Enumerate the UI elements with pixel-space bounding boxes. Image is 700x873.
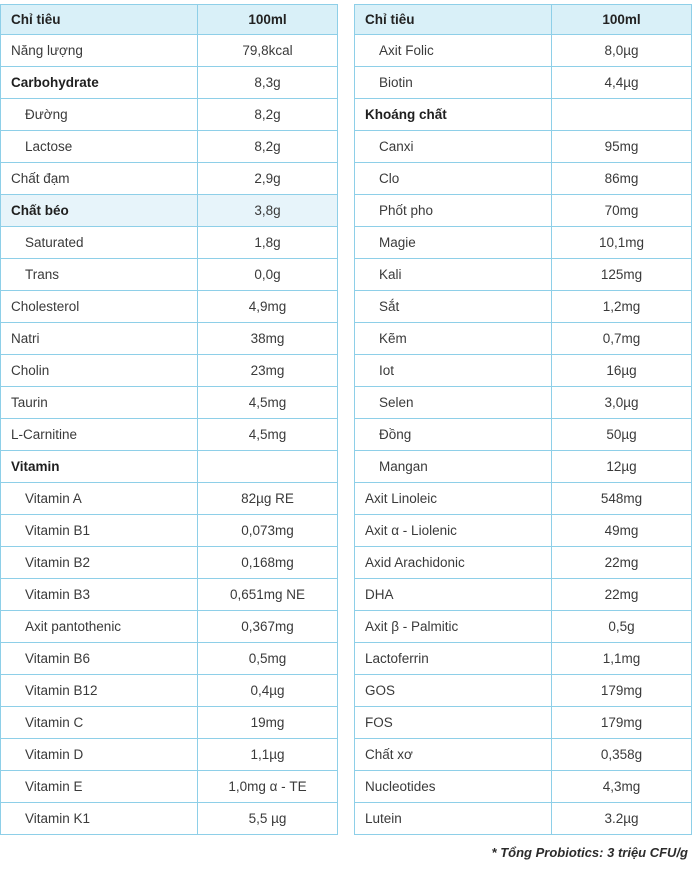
row-value: 0,168mg <box>198 547 338 579</box>
table-row <box>1 387 338 419</box>
table-row <box>355 803 692 835</box>
table-row <box>1 419 338 451</box>
row-value: 2,9g <box>198 163 338 195</box>
table-row <box>1 579 338 611</box>
row-label: Axit Linoleic <box>355 483 552 515</box>
row-value: 8,3g <box>198 67 338 99</box>
row-label: Carbohydrate <box>1 67 198 99</box>
table-row <box>355 611 692 643</box>
row-value: 125mg <box>552 259 692 291</box>
table-row <box>1 131 338 163</box>
table-row <box>355 483 692 515</box>
table-row <box>1 99 338 131</box>
row-value: 0,5g <box>552 611 692 643</box>
row-label: Năng lượng <box>1 35 198 67</box>
row-value: 0,651mg NE <box>198 579 338 611</box>
left-column <box>0 4 338 860</box>
row-value: 4,9mg <box>198 291 338 323</box>
row-value: 10,1mg <box>552 227 692 259</box>
row-value: 1,2mg <box>552 291 692 323</box>
row-label: Iot <box>355 355 552 387</box>
row-value: 95mg <box>552 131 692 163</box>
table-row <box>355 67 692 99</box>
table-header-row <box>355 5 692 35</box>
row-label: Cholin <box>1 355 198 387</box>
column-header-per-100ml: 100ml <box>198 5 338 35</box>
row-value: 179mg <box>552 675 692 707</box>
table-row <box>1 451 338 483</box>
row-label: Natri <box>1 323 198 355</box>
table-row <box>355 99 692 131</box>
row-label: Sắt <box>355 291 552 323</box>
row-label: Trans <box>1 259 198 291</box>
row-label: Lactose <box>1 131 198 163</box>
row-label: Vitamin B12 <box>1 675 198 707</box>
row-value: 1,8g <box>198 227 338 259</box>
table-row <box>355 227 692 259</box>
row-label: Lactoferrin <box>355 643 552 675</box>
row-value: 49mg <box>552 515 692 547</box>
row-label: Lutein <box>355 803 552 835</box>
row-label: Cholesterol <box>1 291 198 323</box>
row-value: 23mg <box>198 355 338 387</box>
table-row <box>1 323 338 355</box>
row-value: 22mg <box>552 579 692 611</box>
table-row <box>355 643 692 675</box>
row-label: Chất đạm <box>1 163 198 195</box>
row-label: Vitamin K1 <box>1 803 198 835</box>
row-label: Vitamin B1 <box>1 515 198 547</box>
row-label: Biotin <box>355 67 552 99</box>
table-row <box>355 739 692 771</box>
table-row <box>1 739 338 771</box>
row-value: 19mg <box>198 707 338 739</box>
table-head-right <box>355 5 692 35</box>
table-row <box>355 355 692 387</box>
row-value: 548mg <box>552 483 692 515</box>
row-value: 4,4µg <box>552 67 692 99</box>
row-value: 79,8kcal <box>198 35 338 67</box>
row-value: 0,0g <box>198 259 338 291</box>
row-label: Vitamin <box>1 451 198 483</box>
table-row <box>1 803 338 835</box>
row-label: Chất béo <box>1 195 198 227</box>
row-value: 3,8g <box>198 195 338 227</box>
row-value <box>552 99 692 131</box>
row-label: Vitamin B3 <box>1 579 198 611</box>
row-label: Saturated <box>1 227 198 259</box>
row-value: 3,0µg <box>552 387 692 419</box>
row-label: Chất xơ <box>355 739 552 771</box>
table-row <box>355 451 692 483</box>
probiotics-footnote: * Tổng Probiotics: 3 triệu CFU/g <box>491 845 688 860</box>
row-label: Nucleotides <box>355 771 552 803</box>
row-value: 8,2g <box>198 99 338 131</box>
table-row <box>1 163 338 195</box>
row-value: 0,4µg <box>198 675 338 707</box>
table-header-row <box>1 5 338 35</box>
row-value: 179mg <box>552 707 692 739</box>
table-head-left <box>1 5 338 35</box>
row-label: L-Carnitine <box>1 419 198 451</box>
table-body-left <box>1 35 338 835</box>
row-value: 4,5mg <box>198 387 338 419</box>
row-label: Đồng <box>355 419 552 451</box>
row-label: Kali <box>355 259 552 291</box>
row-label: Clo <box>355 163 552 195</box>
table-row <box>355 675 692 707</box>
table-row <box>1 291 338 323</box>
table-body-right <box>355 35 692 835</box>
table-row <box>1 515 338 547</box>
table-row <box>355 579 692 611</box>
row-value: 8,0µg <box>552 35 692 67</box>
column-header-indicator: Chỉ tiêu <box>355 5 552 35</box>
table-row <box>355 259 692 291</box>
row-value: 8,2g <box>198 131 338 163</box>
row-value: 12µg <box>552 451 692 483</box>
row-value: 50µg <box>552 419 692 451</box>
row-label: Vitamin B6 <box>1 643 198 675</box>
table-row <box>1 707 338 739</box>
nutrition-table-left <box>0 4 338 835</box>
row-value: 0,073mg <box>198 515 338 547</box>
table-row <box>1 67 338 99</box>
row-value: 86mg <box>552 163 692 195</box>
row-value: 82µg RE <box>198 483 338 515</box>
row-label: Vitamin B2 <box>1 547 198 579</box>
row-value: 16µg <box>552 355 692 387</box>
row-label: Vitamin A <box>1 483 198 515</box>
row-label: Axit Folic <box>355 35 552 67</box>
row-value: 5,5 µg <box>198 803 338 835</box>
row-label: FOS <box>355 707 552 739</box>
table-row <box>1 35 338 67</box>
row-value: 38mg <box>198 323 338 355</box>
row-label: Phốt pho <box>355 195 552 227</box>
table-row <box>355 515 692 547</box>
row-label: Axit β - Palmitic <box>355 611 552 643</box>
table-row <box>355 547 692 579</box>
table-row <box>1 675 338 707</box>
table-row <box>355 131 692 163</box>
nutrition-table-right <box>354 4 692 835</box>
table-row <box>1 547 338 579</box>
row-label: Axid Arachidonic <box>355 547 552 579</box>
row-label: Vitamin C <box>1 707 198 739</box>
row-label: Vitamin D <box>1 739 198 771</box>
row-value: 0,358g <box>552 739 692 771</box>
row-value: 3.2µg <box>552 803 692 835</box>
column-header-per-100ml: 100ml <box>552 5 692 35</box>
table-row <box>1 355 338 387</box>
row-label: GOS <box>355 675 552 707</box>
row-value: 4,3mg <box>552 771 692 803</box>
row-label: Axit α - Liolenic <box>355 515 552 547</box>
row-label: Magie <box>355 227 552 259</box>
row-value: 1,1mg <box>552 643 692 675</box>
row-value: 0,5mg <box>198 643 338 675</box>
table-row <box>355 771 692 803</box>
row-value: 22mg <box>552 547 692 579</box>
row-label: Đường <box>1 99 198 131</box>
row-label: Khoáng chất <box>355 99 552 131</box>
row-label: Kẽm <box>355 323 552 355</box>
row-value: 1,0mg α - TE <box>198 771 338 803</box>
table-row <box>355 707 692 739</box>
right-column <box>354 4 692 860</box>
row-value: 1,1µg <box>198 739 338 771</box>
table-row <box>1 483 338 515</box>
table-row <box>1 643 338 675</box>
table-row <box>355 163 692 195</box>
table-row <box>355 291 692 323</box>
row-label: DHA <box>355 579 552 611</box>
table-row <box>355 387 692 419</box>
table-row <box>1 259 338 291</box>
row-label: Canxi <box>355 131 552 163</box>
table-row <box>1 227 338 259</box>
table-row <box>355 35 692 67</box>
row-value: 0,367mg <box>198 611 338 643</box>
row-label: Vitamin E <box>1 771 198 803</box>
table-row <box>1 611 338 643</box>
row-label: Selen <box>355 387 552 419</box>
row-label: Mangan <box>355 451 552 483</box>
column-header-indicator: Chỉ tiêu <box>1 5 198 35</box>
table-row <box>355 195 692 227</box>
table-row <box>355 419 692 451</box>
row-value: 70mg <box>552 195 692 227</box>
row-value <box>198 451 338 483</box>
row-label: Taurin <box>1 387 198 419</box>
row-value: 4,5mg <box>198 419 338 451</box>
row-value: 0,7mg <box>552 323 692 355</box>
table-row <box>1 195 338 227</box>
row-label: Axit pantothenic <box>1 611 198 643</box>
table-row <box>355 323 692 355</box>
table-row <box>1 771 338 803</box>
